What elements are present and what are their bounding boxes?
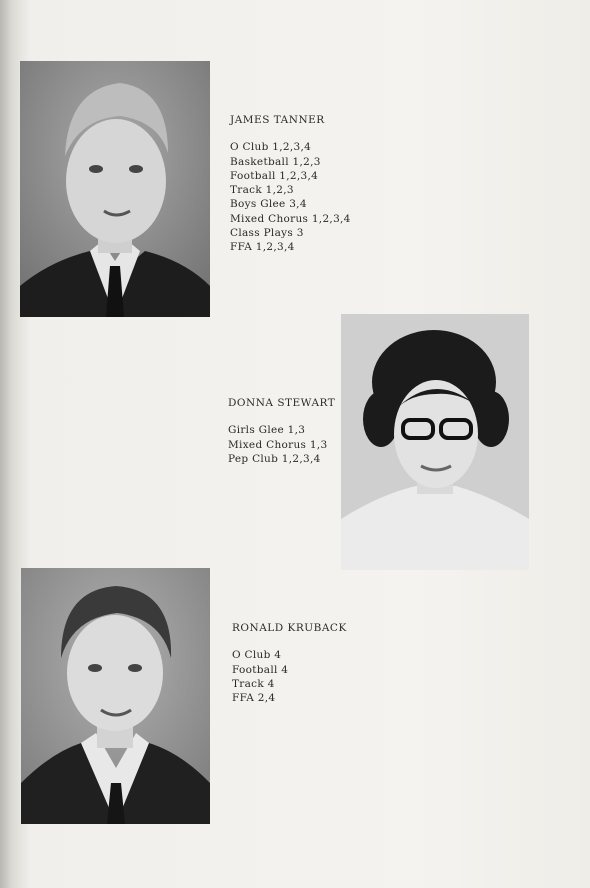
portrait-photo-james-tanner	[20, 61, 210, 317]
activity-item: Football 1,2,3,4	[230, 169, 319, 182]
activity-item: FFA 2,4	[232, 692, 276, 705]
activity-item: O Club 1,2,3,4	[230, 141, 312, 154]
student-name: RONALD KRUBACK	[232, 622, 347, 634]
activity-item: Pep Club 1,2,3,4	[228, 452, 321, 465]
activity-item: Track 4	[232, 677, 275, 690]
student-entry-ronald-kruback	[232, 621, 347, 705]
activity-item: Football 4	[232, 663, 289, 676]
student-name: DONNA STEWART	[228, 397, 336, 409]
portrait-photo-ronald-kruback	[21, 568, 210, 824]
activity-item: O Club 4	[232, 649, 282, 662]
activity-item: FFA 1,2,3,4	[230, 241, 295, 254]
student-name: JAMES TANNER	[230, 114, 325, 126]
portrait-photo-donna-stewart	[341, 314, 529, 570]
student-entry-donna-stewart	[228, 396, 335, 466]
activity-item: Track 1,2,3	[230, 184, 294, 197]
activity-item: Girls Glee 1,3	[228, 424, 306, 437]
activity-item: Class Plays 3	[230, 227, 304, 240]
activity-list	[230, 140, 351, 254]
activity-list	[228, 423, 335, 466]
activity-list	[232, 648, 347, 705]
activity-item: Boys Glee 3,4	[230, 198, 307, 211]
activity-item: Mixed Chorus 1,3	[228, 438, 328, 451]
student-entry-james-tanner	[230, 113, 351, 255]
activity-item: Mixed Chorus 1,2,3,4	[230, 212, 351, 225]
activity-item: Basketball 1,2,3	[230, 155, 321, 168]
